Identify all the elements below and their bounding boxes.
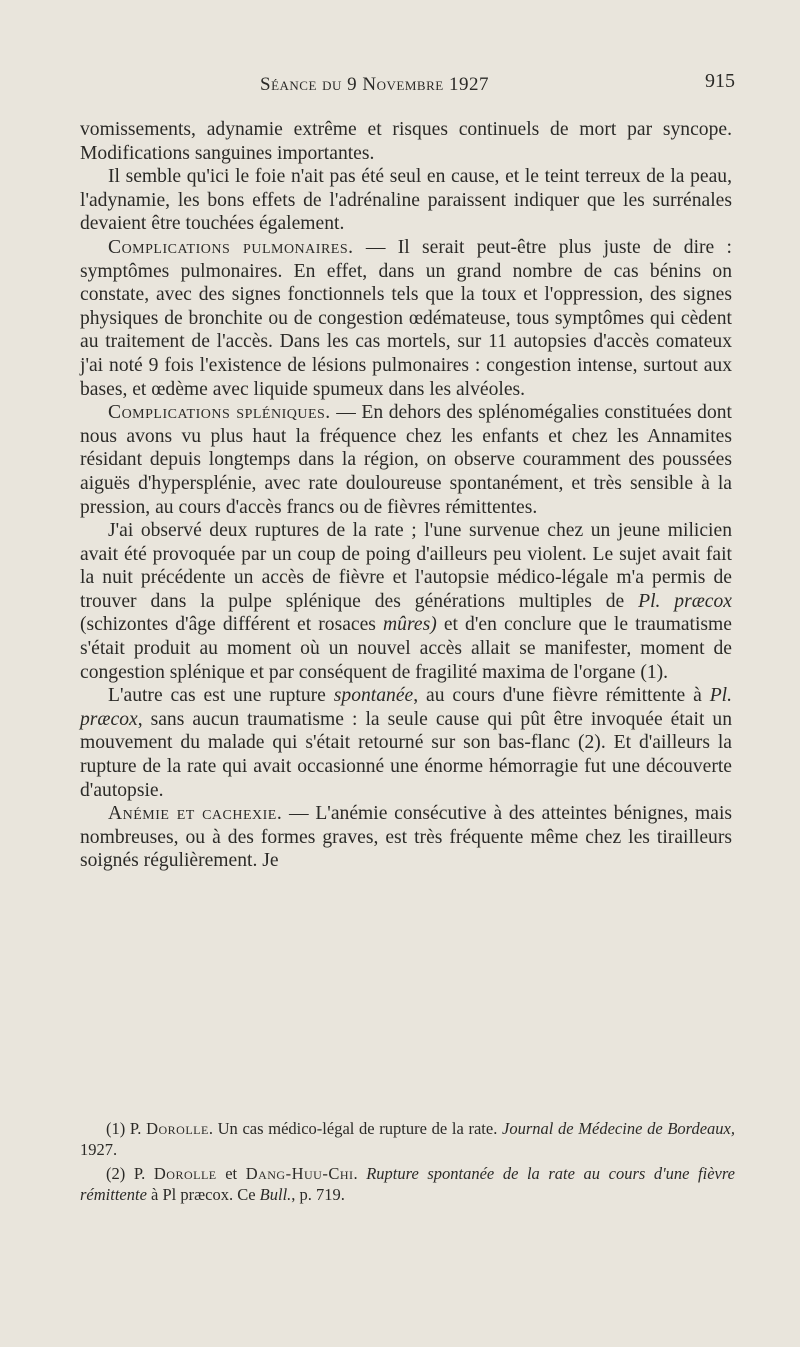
paragraph-5-text-c: et d'en conclure que le traumatisme s'était produit au moment où un nouvel accès allait se manifester, moment de congestion splénique et par conséquent de fragilité maxima de l'organe (1). — [80, 614, 732, 683]
footnote-2-author-1: Dorolle — [153, 1164, 217, 1183]
footnote-2-number: (2) P. — [106, 1164, 154, 1183]
paragraph-5-italic-2: mûres) — [383, 614, 437, 636]
footnotes — [80, 1118, 735, 1208]
paragraph-3-text: — Il serait peut-être plus juste de dire : symptômes pulmonaires. En effet, dans un grand nombre de cas bénins on constate, avec des signes fonctionnels tels que la toux et l'oppression, des signes physiques de bronchite ou de congestion œdémateuse, tous symptômes qui cèdent au traitement de l'accès. Dans les cas mortels, sur 11 autopsies d'accès comateux j'ai noté 9 fois l'existence de lésions pulmonaires : congestion intense, surtout aux bases, et œdème avec liquide spumeux dans les alvéoles. — [80, 236, 732, 400]
footnote-2-conjunction: et — [216, 1164, 246, 1183]
paragraph-1: vomissements, adynamie extrême et risques continuels de mort par syncope. Modifications sanguines importantes. — [80, 119, 732, 164]
paragraph-6 — [80, 684, 732, 802]
paragraph-6-text-b: , au cours d'une fièvre rémittente à — [413, 685, 710, 707]
footnote-2-separator: . — [353, 1164, 367, 1183]
footnote-2 — [80, 1163, 735, 1205]
paragraph-3 — [80, 236, 732, 401]
footnote-2-journal: Bull. — [259, 1185, 292, 1204]
page-header — [80, 70, 735, 102]
footnote-1-journal: Journal de Médecine de Bordeaux, — [502, 1119, 735, 1138]
paragraph-7 — [80, 802, 732, 873]
running-title: Séance du 9 Novembre 1927 — [260, 74, 489, 95]
footnote-1-title: . Un cas médico-légal de rupture de la rate. — [208, 1119, 502, 1138]
section-heading-anemia: Anémie et cachexie. — [108, 803, 283, 825]
paragraph-5-italic-1: Pl. præcox — [638, 590, 732, 612]
paragraph-7-text: — L'anémie consécutive à des atteintes bénignes, mais nombreuses, ou à des formes graves, est très fréquente même chez les tirailleurs soignés régulièrement. Je — [80, 803, 733, 872]
footnote-1 — [80, 1118, 735, 1160]
footnote-1-number: (1) P. — [106, 1119, 147, 1138]
main-text — [80, 118, 732, 873]
footnote-2-text: à Pl præcox. Ce — [146, 1185, 260, 1204]
paragraph-6-italic-2: Pl. præcox — [80, 685, 733, 730]
footnote-1-author: Dorolle — [146, 1119, 209, 1138]
paragraph-5 — [80, 519, 732, 684]
section-heading-splenic: Complications spléniques. — [108, 402, 331, 424]
footnote-2-page: , p. 719. — [291, 1185, 345, 1204]
footnote-2-author-2: Dang-Huu-Chi — [245, 1164, 354, 1183]
paragraph-2: Il semble qu'ici le foie n'ait pas été seul en cause, et le teint terreux de la peau, l'adynamie, les bons effets de l'adrénaline paraissent indiquer que les surrénales devaient être touchées également. — [80, 166, 732, 235]
paragraph-6-text-c: , sans aucun traumatisme : la seule cause qui pût être invoquée était un mouvement du malade qui s'était retourné sur son bas-flanc (2). Et d'ailleurs la rupture de la rate qui avait occasionné une énorme hémorragie fut une découverte d'autopsie. — [80, 708, 732, 801]
footnote-2-title: Rupture spontanée de la rate au cours d'une fièvre rémittente — [80, 1164, 735, 1204]
paragraph-5-text-b: (schizontes d'âge différent et rosaces — [80, 614, 384, 636]
paragraph-6-text-a: L'autre cas est une rupture — [108, 685, 334, 707]
section-heading-pulmonary: Complications pulmonaires. — [108, 236, 354, 258]
footnote-1-year: 1927. — [80, 1140, 118, 1159]
paragraph-5-text-a: J'ai observé deux ruptures de la rate ; l'une survenue chez un jeune milicien avait été provoquée par un coup de poing d'ailleurs peu violent. Le sujet avait fait la nuit précédente un accès de fièvre et l'autopsie médico-légale m'a permis de trouver dans la pulpe splénique des générations multiples de — [80, 520, 732, 612]
paragraph-6-italic-1: spontanée — [333, 685, 414, 707]
paragraph-4-text: — En dehors des splénomégalies constituées dont nous avons vu plus haut la fréquence chez les enfants et chez les Annamites résidant depuis longtemps dans la région, on observe couramment des poussées aiguës d'hypersplénie, avec rate douloureuse spontanément, et très sensible à la pression, au cours d'accès francs ou de fièvres rémittentes. — [80, 402, 732, 518]
paragraph-4 — [80, 401, 732, 519]
page-number: 915 — [705, 70, 735, 92]
